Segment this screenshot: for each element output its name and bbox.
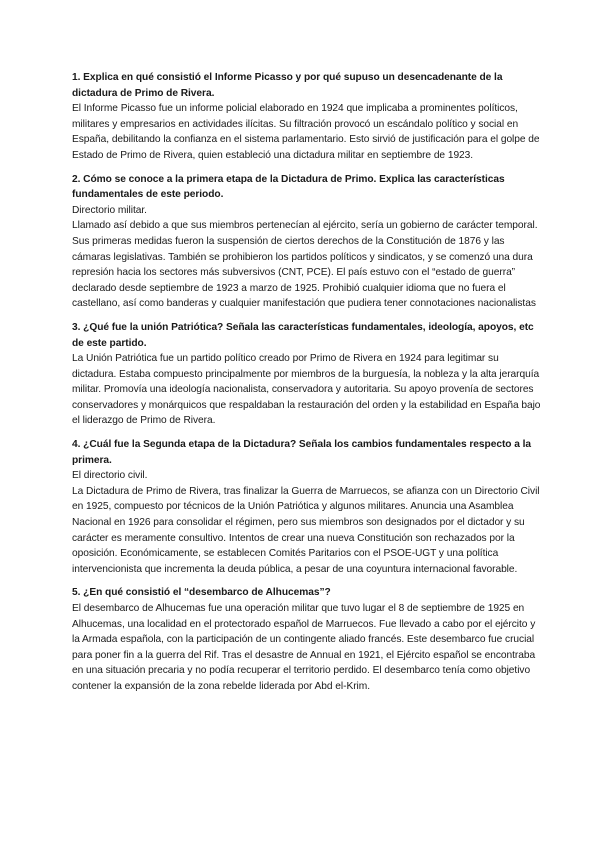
answer-paragraph: Llamado así debido a que sus miembros pertenecían al ejército, sería un gobierno de carácter temporal. Sus primeras medidas fueron la suspensión de ciertos derechos de la Constitución de 1876 y las cámaras legislativas. También se prohibieron los partidos políticos y sindicatos, y se comenzó una dura represión hacia los sectores más subversivos (CNT, PCE). El país estuvo con el “estado de guerra” declarado desde septiembre de 1923 a marzo de 1925. Prohibió cualquier idioma que no fuera el castellano, así como banderas y cualquier manifestación que pudiera tener connotaciones nacionalistas [72, 220, 538, 310]
question-heading: 1. Explica en qué consistió el Informe Picasso y por qué supuso un desencadenante de la dictadura de Primo de Rivera. [72, 72, 503, 99]
answer-paragraph: La Dictadura de Primo de Rivera, tras finalizar la Guerra de Marruecos, se afianza con un Directorio Civil en 1925, compuesto por técnicos de la Unión Patriótica y algunos militares. Anuncia una Asamblea Nacional en 1926 para consolidar el régimen, pero sus miembros son designados por el dictador y su carácter es meramente consultivo. Intentos de crear una nueva Constitución son rechazados por la oposición. Económicamente, se establecen Comités Paritarios con el PSOE-UGT y una política intervencionista que incrementa la deuda pública, a pesar de una coyuntura internacional favorable. [72, 485, 540, 575]
answer-paragraph: El desembarco de Alhucemas fue una operación militar que tuvo lugar el 8 de septiembre de 1925 en Alhucemas, una localidad en el protectorado español de Marruecos. Fue llevado a cabo por el ejército y la Armada española, con la participación de un contingente aliado francés. Este desembarco fue crucial para poner fin a la guerra del Rif. Tras el desastre de Annual en 1921, el Ejército español se encontraba en una situación precaria y no podía recuperar el territorio perdido. El desembarco tenía como objetivo contener la expansión de la zona rebelde liderada por Abd el-Krim. [72, 603, 536, 692]
question-block-5 [72, 585, 542, 694]
question-heading: 5. ¿En qué consistió el “desembarco de Alhucemas”? [72, 587, 331, 599]
question-block-3 [72, 320, 542, 429]
question-heading: 2. Cómo se conoce a la primera etapa de la Dictadura de Primo. Explica las características fundamentales de este periodo. [72, 173, 505, 201]
question-block-4 [72, 437, 542, 577]
answer-subtitle: Directorio militar. [72, 204, 147, 216]
question-heading: 4. ¿Cuál fue la Segunda etapa de la Dictadura? Señala los cambios fundamentales respecto a la primera. [72, 439, 532, 466]
question-heading: 3. ¿Qué fue la unión Patriótica? Señala las características fundamentales, ideología, apoyos, etc de este partido. [72, 321, 534, 349]
question-block-1 [72, 70, 542, 164]
answer-paragraph: La Unión Patriótica fue un partido político creado por Primo de Rivera en 1924 para legitimar su dictadura. Estaba compuesto principalmente por miembros de la burguesía, la nobleza y la alta jerarquía militar. Promovía una ideología nacionalista, conservadora y autoritaria. Su apoyo provenía de sectores conservadores y monárquicos que respaldaban la restauración del orden y la estabilidad en España bajo el liderazgo de Primo de Rivera. [72, 353, 541, 427]
question-block-2 [72, 172, 542, 312]
document-page [72, 70, 542, 703]
answer-paragraph: El Informe Picasso fue un informe policial elaborado en 1924 que implicaba a prominentes políticos, militares y empresarios en actividades ilícitas. Su filtración provocó un escándalo político y social en España, debilitando la confianza en el sistema parlamentario. Esto sirvió de justificación para el golpe de Estado de Primo de Rivera, quien estableció una dictadura militar en septiembre de 1923. [72, 103, 540, 161]
answer-subtitle: El directorio civil. [72, 470, 148, 482]
